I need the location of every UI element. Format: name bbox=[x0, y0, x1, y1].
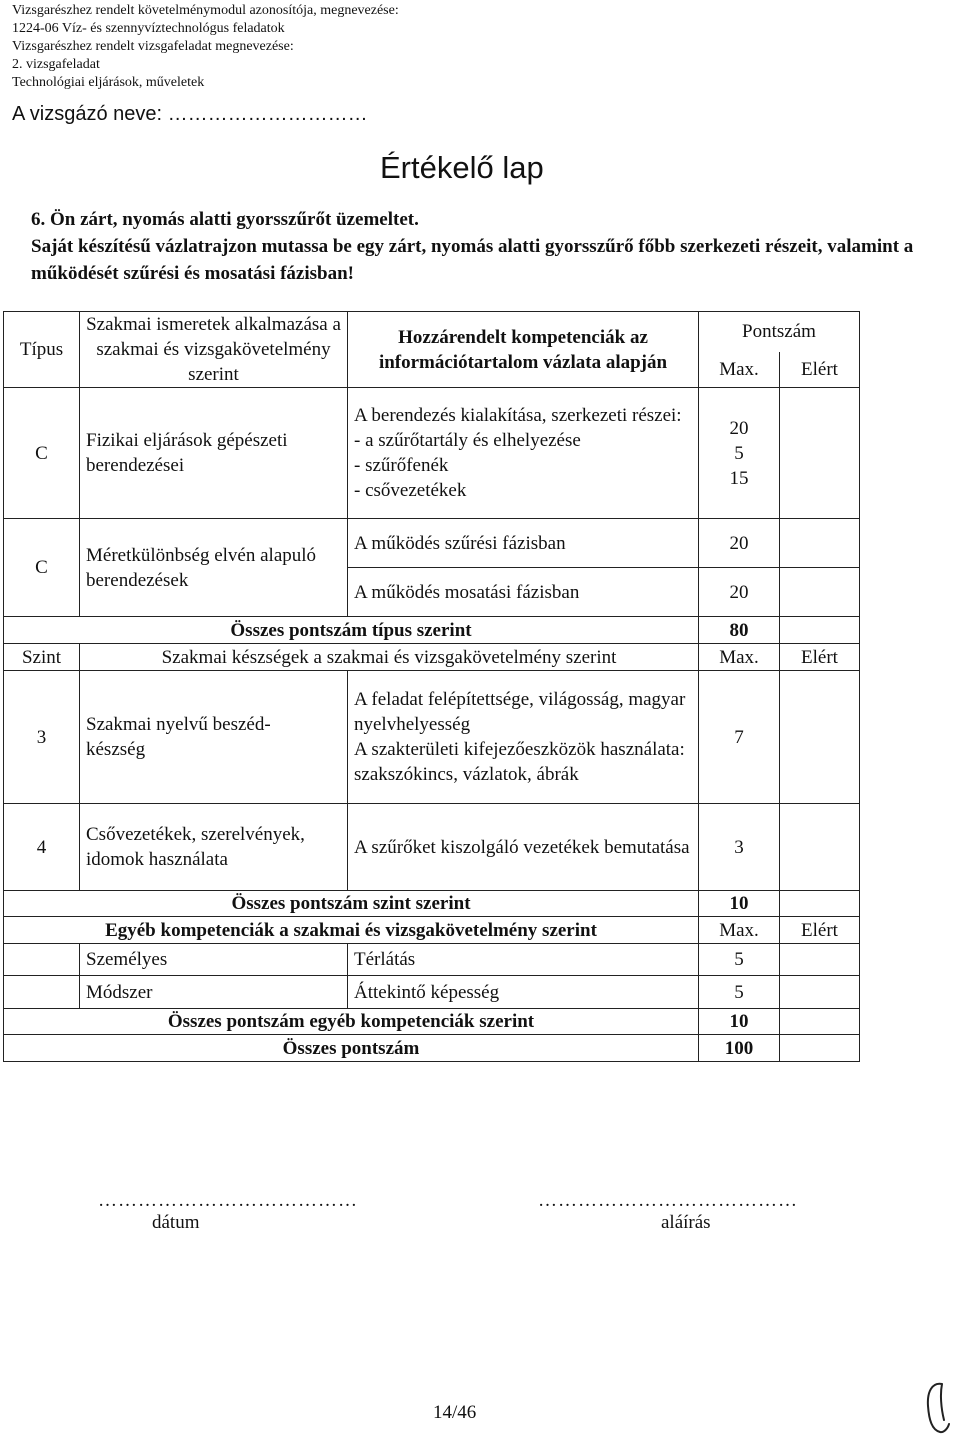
col-header-points: Pontszám bbox=[699, 312, 860, 352]
section-header-row bbox=[4, 917, 860, 944]
handwritten-mark-icon bbox=[922, 1378, 952, 1438]
row-skill: Csővezetékek, szerelvények, idomok használata bbox=[80, 804, 348, 891]
subtotal-label: Összes pontszám szint szerint bbox=[4, 891, 699, 917]
row-achieved bbox=[780, 388, 860, 519]
date-label: dátum bbox=[152, 1212, 200, 1233]
row-competence: A berendezés kialakítása, szerkezeti részei: - a szűrőtartály és elhelyezése - szűrőfenék - csővezetékek bbox=[348, 388, 699, 519]
task-heading: 6. Ön zárt, nyomás alatti gyorsszűrőt üzemeltet. bbox=[31, 209, 419, 230]
row-type: C bbox=[4, 519, 80, 617]
table-row bbox=[4, 944, 860, 976]
row-category: Személyes bbox=[80, 944, 348, 976]
row-achieved bbox=[780, 944, 860, 976]
subtotal-achieved bbox=[780, 617, 860, 644]
row-item: Térlátás bbox=[348, 944, 699, 976]
subtotal-achieved bbox=[780, 891, 860, 917]
row-max: 20 bbox=[699, 568, 780, 617]
row-competence: A szűrőket kiszolgáló vezetékek bemutatása bbox=[348, 804, 699, 891]
col-header-max: Max. bbox=[699, 917, 780, 944]
date-line: ………………………………… bbox=[98, 1190, 358, 1211]
subtotal-max: 10 bbox=[699, 1009, 780, 1035]
subtotal-max: 80 bbox=[699, 617, 780, 644]
row-level: 3 bbox=[4, 671, 80, 804]
header-line: Technológiai eljárások, műveletek bbox=[12, 75, 205, 90]
total-row bbox=[4, 1035, 860, 1062]
header-line: Vizsgarészhez rendelt vizsgafeladat megnevezése: bbox=[12, 39, 294, 54]
col-header-max: Max. bbox=[699, 644, 780, 671]
total-label: Összes pontszám bbox=[4, 1035, 699, 1062]
document-header bbox=[12, 2, 399, 92]
table-row bbox=[4, 388, 860, 519]
subtotal-max: 10 bbox=[699, 891, 780, 917]
row-competence: A működés mosatási fázisban bbox=[348, 568, 699, 617]
col-header-skills: Szakmai készségek a szakmai és vizsgakövetelmény szerint bbox=[80, 644, 699, 671]
evaluation-table bbox=[3, 311, 860, 1062]
subtotal-row bbox=[4, 617, 860, 644]
row-max: 3 bbox=[699, 804, 780, 891]
row-achieved bbox=[780, 976, 860, 1009]
row-skill: Szakmai nyelvű beszéd- készség bbox=[80, 671, 348, 804]
row-achieved bbox=[780, 804, 860, 891]
row-knowledge: Méretkülönbség elvén alapuló berendezések bbox=[80, 519, 348, 617]
table-row bbox=[4, 976, 860, 1009]
row-max: 20 5 15 bbox=[699, 388, 780, 519]
row-empty bbox=[4, 976, 80, 1009]
col-header-level: Szint bbox=[4, 644, 80, 671]
subtotal-row bbox=[4, 891, 860, 917]
subtotal-label: Összes pontszám egyéb kompetenciák szerint bbox=[4, 1009, 699, 1035]
col-header-knowledge: Szakmai ismeretek alkalmazása a szakmai és vizsgakövetelmény szerint bbox=[80, 312, 348, 388]
row-max: 5 bbox=[699, 944, 780, 976]
subtotal-row bbox=[4, 1009, 860, 1035]
total-max: 100 bbox=[699, 1035, 780, 1062]
row-max: 5 bbox=[699, 976, 780, 1009]
col-header-achieved: Elért bbox=[780, 352, 860, 388]
candidate-name-label: A vizsgázó neve: ………………………… bbox=[12, 103, 368, 125]
row-competence: A feladat felépítettsége, világosság, magyar nyelvhelyesség A szakterületi kifejezőeszközök használata: szakszókincs, vázlatok, ábrák bbox=[348, 671, 699, 804]
row-level: 4 bbox=[4, 804, 80, 891]
task-description bbox=[31, 206, 931, 287]
col-header-competence: Hozzárendelt kompetenciák az információtartalom vázlata alapján bbox=[348, 312, 699, 388]
col-header-other: Egyéb kompetenciák a szakmai és vizsgakövetelmény szerint bbox=[4, 917, 699, 944]
section-header-row bbox=[4, 644, 860, 671]
header-line: 2. vizsgafeladat bbox=[12, 57, 100, 72]
row-type: C bbox=[4, 388, 80, 519]
row-achieved bbox=[780, 671, 860, 804]
row-knowledge: Fizikai eljárások gépészeti berendezései bbox=[80, 388, 348, 519]
page-number: 14/46 bbox=[433, 1402, 477, 1423]
col-header-max: Max. bbox=[699, 352, 780, 388]
signature-label: aláírás bbox=[661, 1212, 711, 1233]
subtotal-label: Összes pontszám típus szerint bbox=[4, 617, 699, 644]
row-achieved bbox=[780, 568, 860, 617]
header-line: Vizsgarészhez rendelt követelménymodul azonosítója, megnevezése: bbox=[12, 3, 399, 18]
table-row bbox=[4, 804, 860, 891]
table-row bbox=[4, 671, 860, 804]
task-text: Saját készítésű vázlatrajzon mutassa be egy zárt, nyomás alatti gyorsszűrő főbb szerkezeti részeit, valamint a működését szűrési és mosatási fázisban! bbox=[31, 236, 914, 284]
signature-line: ………………………………… bbox=[538, 1190, 798, 1211]
col-header-type: Típus bbox=[4, 312, 80, 388]
col-header-achieved: Elért bbox=[780, 917, 860, 944]
row-achieved bbox=[780, 519, 860, 568]
row-max: 7 bbox=[699, 671, 780, 804]
row-competence: A működés szűrési fázisban bbox=[348, 519, 699, 568]
row-max: 20 bbox=[699, 519, 780, 568]
row-category: Módszer bbox=[80, 976, 348, 1009]
total-achieved bbox=[780, 1035, 860, 1062]
col-header-achieved: Elért bbox=[780, 644, 860, 671]
page-title: Értékelő lap bbox=[380, 150, 544, 185]
table-row bbox=[4, 519, 860, 568]
row-item: Áttekintő képesség bbox=[348, 976, 699, 1009]
header-line: 1224-06 Víz- és szennyvíztechnológus feladatok bbox=[12, 21, 285, 36]
subtotal-achieved bbox=[780, 1009, 860, 1035]
row-empty bbox=[4, 944, 80, 976]
